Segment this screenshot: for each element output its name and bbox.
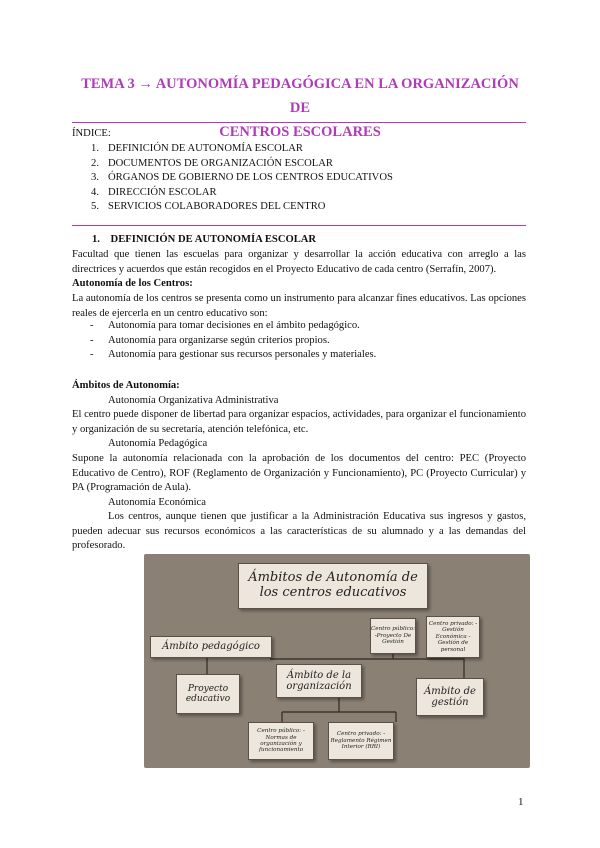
section1-heading: 1. DEFINICIÓN DE AUTONOMÍA ESCOLAR xyxy=(92,234,317,245)
diagram-main-box: Ámbitos de Autonomía de los centros educativos xyxy=(238,563,428,609)
economica-text: Los centros, aunque tienen que justificar a la Administración Educativa sus ingresos y gastos, pueden adecuar sus recursos económicos a las características de su alumnado y a las demandas del profesorado. xyxy=(72,511,526,552)
diagram-proyecto-box: Proyecto educativo xyxy=(176,674,240,714)
autonomy-options-list xyxy=(72,319,376,363)
centros-text: La autonomía de los centros se presenta como un instrumento para alcanzar fines educativos. Las opciones reales de ejercerla en un centro educativo son: xyxy=(72,293,526,319)
org-admin-title: Autonomía Organizativa Administrativa xyxy=(108,395,279,406)
pedagogica-text: Supone la autonomía relacionada con la aprobación de los documentos del centro: PEC (Proyecto Educativo de Centro), ROF (Reglamento de Organización y Funcionamiento), PC (Proyecto Curricular) y PA (Programación de Aula). xyxy=(72,453,526,494)
autonomy-diagram-image xyxy=(144,554,530,768)
title-divider xyxy=(72,122,526,123)
diagram-gestion-box: Ámbito de gestión xyxy=(416,678,484,716)
org-admin-text: El centro puede disponer de libertad para organizar espacios, actividades, para organizar el funcionamiento y organización de su secretaría, atención telefónica, etc. xyxy=(72,409,526,435)
page-number: 1 xyxy=(518,796,524,808)
economica-title: Autonomía Económica xyxy=(108,497,206,508)
index-list xyxy=(72,142,393,215)
document-title xyxy=(70,72,530,144)
diagram-org-publico-box: Centro público: -Normas de organización y funcionamiento xyxy=(248,722,314,760)
list-item: - Autonomía para gestionar sus recursos personales y materiales. xyxy=(90,349,377,361)
index-item: 5. SERVICIOS COLABORADORES DEL CENTRO xyxy=(91,201,326,213)
diagram-pedagogico-box: Ámbito pedagógico xyxy=(150,636,272,658)
index-divider xyxy=(72,225,526,226)
index-heading: ÍNDICE: xyxy=(72,128,111,139)
centros-heading: Autonomía de los Centros: xyxy=(72,278,193,289)
list-item: - Autonomía para tomar decisiones en el ámbito pedagógico. xyxy=(90,320,360,331)
diagram-gest-publico-box: Centro público: -Proyecto De Gestión xyxy=(370,618,416,654)
list-item: - Autonomía para organizarse según criterios propios. xyxy=(90,334,330,346)
index-item: 3. ÓRGANOS DE GOBIERNO DE LOS CENTROS EDUCATIVOS xyxy=(91,172,393,184)
title-line-1: TEMA 3 → AUTONOMÍA PEDAGÓGICA EN LA ORGANIZACIÓN DE xyxy=(81,76,519,116)
diagram-gest-privado-box: Centro privado: - Gestión Económica - Gestión de personal xyxy=(426,616,480,658)
pedagogica-title: Autonomía Pedagógica xyxy=(108,438,208,449)
index-item: 2. DOCUMENTOS DE ORGANIZACIÓN ESCOLAR xyxy=(91,157,333,169)
index-item: 1. DEFINICIÓN DE AUTONOMÍA ESCOLAR xyxy=(91,143,303,154)
diagram-org-privado-box: Centro privado: - Reglamento Régimen Interior (RRI) xyxy=(328,722,394,760)
title-line-2: CENTROS ESCOLARES xyxy=(219,124,381,140)
ambitos-heading: Ámbitos de Autonomía: xyxy=(72,380,180,391)
section1-intro: Facultad que tienen las escuelas para organizar y desarrollar la acción educativa con arreglo a las directrices y acuerdos que están recogidos en el Proyecto Educativo de cada centro (Serrafín, 2007). xyxy=(72,249,526,275)
index-item: 4. DIRECCIÓN ESCOLAR xyxy=(91,186,217,198)
diagram-organizacion-box: Ámbito de la organización xyxy=(276,664,362,698)
